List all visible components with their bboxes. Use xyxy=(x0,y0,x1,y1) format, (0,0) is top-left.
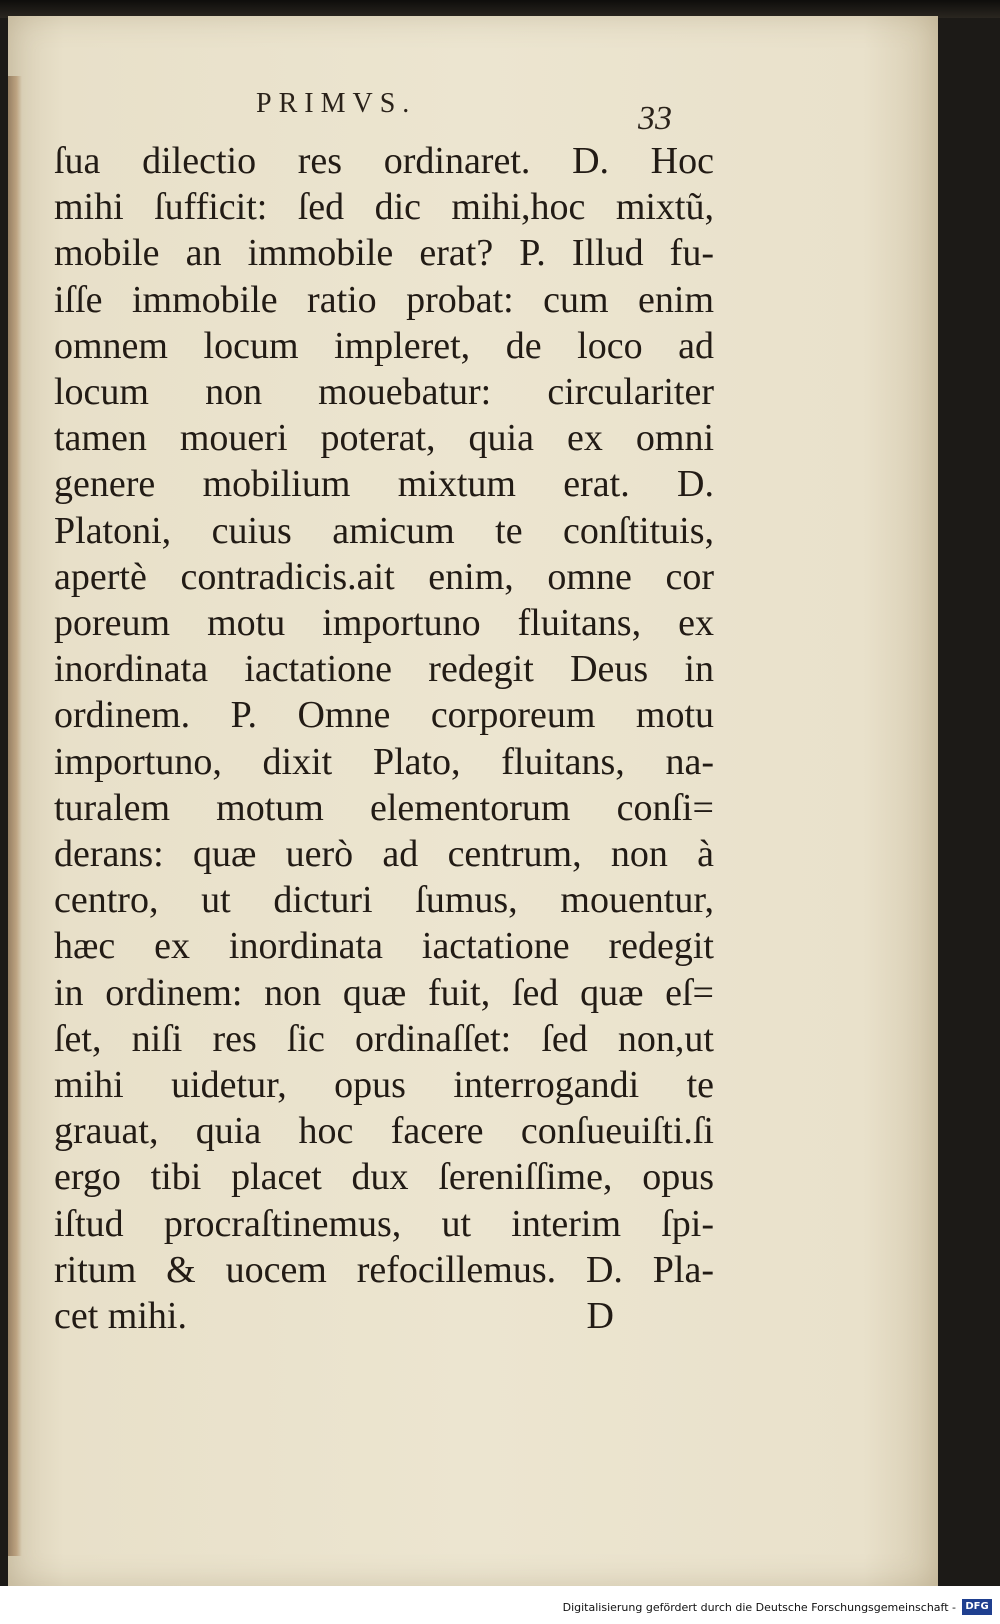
text-line: cet mihi. xyxy=(54,1295,187,1338)
catchword: D xyxy=(586,1295,614,1338)
text-line: hæc ex inordinata iactatione redegit xyxy=(54,925,714,968)
text-line: inordinata iactatione redegit Deus in xyxy=(54,648,714,691)
text-line: apertè contradicis.ait enim, omne cor xyxy=(54,555,714,598)
text-line: Platoni, cuius amicum te conſtituis, xyxy=(54,509,714,552)
text-line: genere mobilium mixtum erat. D. xyxy=(54,463,714,506)
dfg-logo: DFG xyxy=(962,1599,992,1615)
digitization-credit: Digitalisierung gefördert durch die Deutsche Forschungsgemeinschaft - xyxy=(562,1601,956,1614)
text-line: centro, ut dicturi ſumus, mouentur, xyxy=(54,879,714,922)
body-text xyxy=(54,138,714,1339)
text-line: derans: quæ uerò ad centrum, non à xyxy=(54,833,714,876)
text-line: turalem motum elementorum conſi= xyxy=(54,786,714,829)
text-line: mihi uidetur, opus interrogandi te xyxy=(54,1064,714,1107)
text-line: grauat, quia hoc facere conſueuiſti.ſi xyxy=(54,1110,714,1153)
last-line xyxy=(54,1293,614,1339)
running-head: PRIMVS. xyxy=(256,88,417,119)
page-spine-shadow xyxy=(8,76,22,1556)
text-line: iſſe immobile ratio probat: cum enim xyxy=(54,278,714,321)
page-number: 33 xyxy=(638,100,672,137)
text-line: ſet, niſi res ſic ordinaſſet: ſed non,ut xyxy=(54,1017,714,1060)
text-line: ordinem. P. Omne corporeum motu xyxy=(54,694,714,737)
text-line: importuno, dixit Plato, fluitans, na- xyxy=(54,740,714,783)
text-line: ergo tibi placet dux ſereniſſime, opus xyxy=(54,1156,714,1199)
text-line: iſtud procraſtinemus, ut interim ſpi- xyxy=(54,1202,714,1245)
text-line: ſua dilectio res ordinaret. D. Hoc xyxy=(54,140,714,182)
text-line: in ordinem: non quæ fuit, ſed quæ eſ= xyxy=(54,971,714,1014)
text-line: omnem locum impleret, de loco ad xyxy=(54,324,714,367)
text-line: locum non mouebatur: circulariter xyxy=(54,371,714,414)
text-line: mihi ſufficit: ſed dic mihi,hoc mixtũ, xyxy=(54,186,714,229)
text-line: mobile an immobile erat? P. Illud fu- xyxy=(54,232,714,275)
text-line: tamen moueri poterat, quia ex omni xyxy=(54,417,714,460)
text-line: ritum & uocem refocillemus. D. Pla- xyxy=(54,1248,714,1291)
text-line: poreum motu importuno fluitans, ex xyxy=(54,602,714,645)
